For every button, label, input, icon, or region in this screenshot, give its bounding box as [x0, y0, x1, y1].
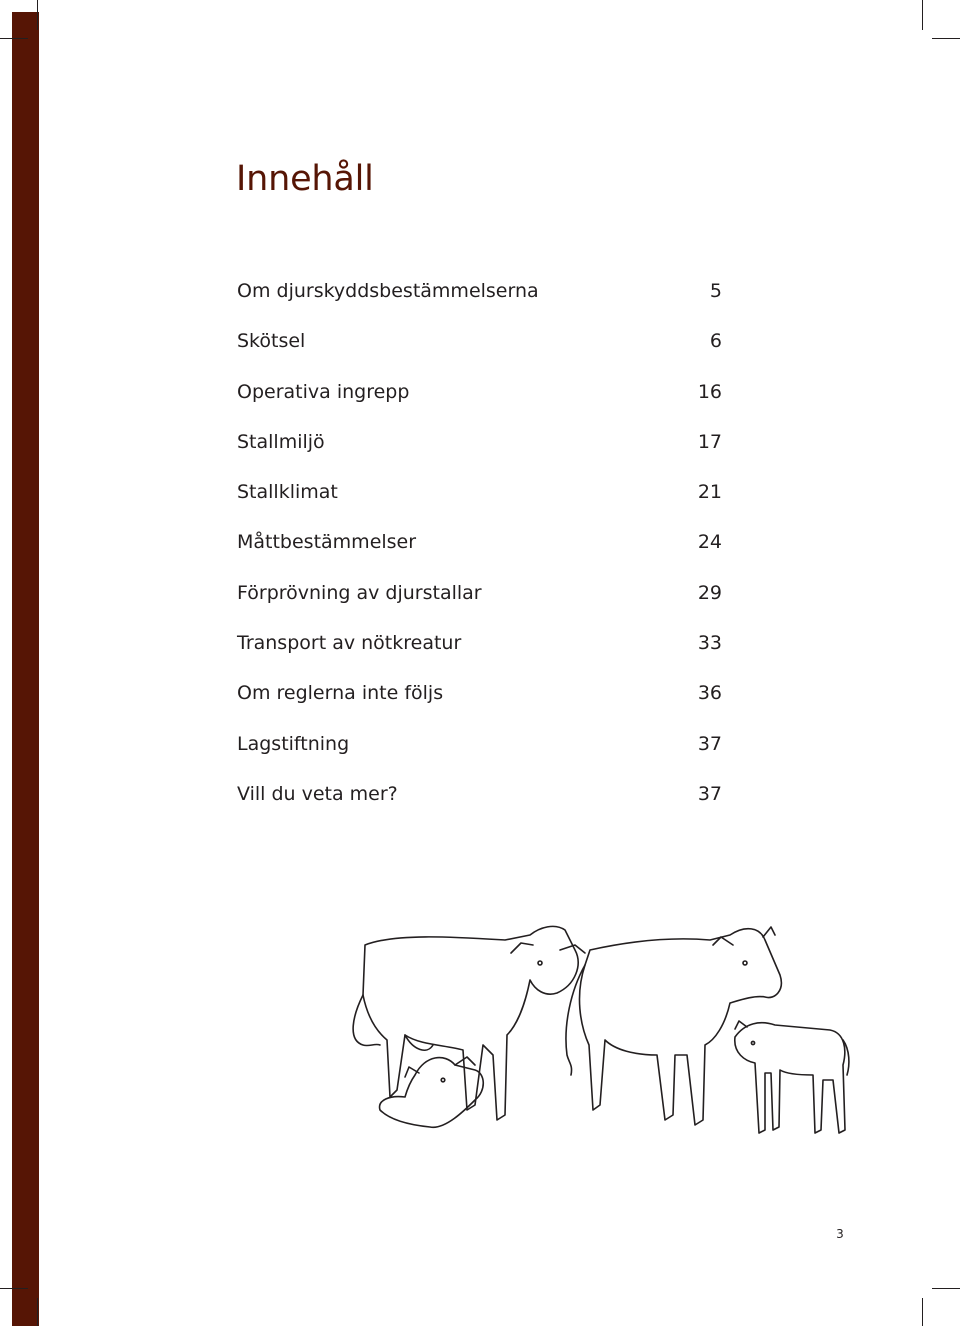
toc-entry-page: 24: [697, 531, 722, 554]
toc-entry[interactable]: [237, 729, 722, 779]
toc-entry-page: 37: [697, 782, 722, 805]
toc-entry[interactable]: [237, 427, 722, 477]
toc-entry-page: 37: [697, 732, 722, 755]
cows-illustration: [335, 905, 860, 1150]
toc-entry-label: Stallmiljö: [237, 430, 325, 453]
toc-entry[interactable]: [237, 326, 722, 376]
toc-entry-page: 29: [697, 581, 722, 604]
toc-entry[interactable]: [237, 477, 722, 527]
toc-entry-label: Lagstiftning: [237, 732, 350, 755]
toc-entry-page: 5: [709, 280, 722, 302]
toc-entry-label: Om reglerna inte följs: [237, 682, 444, 705]
toc-entry-label: Om djurskyddsbestämmelserna: [237, 280, 539, 302]
toc-entry-page: 17: [697, 430, 722, 453]
toc-entry-page: 33: [697, 632, 722, 655]
toc-entry[interactable]: [237, 779, 722, 829]
toc-entry[interactable]: [237, 678, 722, 728]
toc-entry-label: Måttbestämmelser: [237, 531, 417, 554]
toc-entry-label: Förprövning av djurstallar: [237, 581, 482, 604]
crop-mark-bottom-left-v: [37, 1298, 38, 1326]
crop-mark-bottom-right-h: [932, 1288, 960, 1289]
page-title: Innehåll: [236, 159, 374, 199]
table-of-contents: [237, 276, 722, 829]
toc-entry-page: 16: [697, 380, 722, 403]
toc-entry[interactable]: [237, 628, 722, 678]
toc-entry-label: Transport av nötkreatur: [237, 632, 462, 655]
toc-entry[interactable]: [237, 527, 722, 577]
toc-entry[interactable]: [237, 377, 722, 427]
crop-mark-top-right-v: [922, 0, 923, 30]
crop-mark-bottom-left-h: [0, 1288, 28, 1289]
toc-entry[interactable]: [237, 276, 722, 326]
toc-entry-label: Operativa ingrepp: [237, 380, 410, 403]
margin-color-bar: [12, 12, 39, 1326]
toc-entry-label: Skötsel: [237, 330, 306, 353]
toc-entry-page: 21: [697, 481, 722, 504]
toc-entry-page: 36: [697, 682, 722, 705]
page-number: 3: [836, 1227, 844, 1241]
cow-left-drawing: [353, 926, 585, 1120]
toc-entry[interactable]: [237, 578, 722, 628]
toc-entry-label: Vill du veta mer?: [237, 782, 398, 805]
crop-mark-bottom-right-v: [922, 1298, 923, 1326]
crop-mark-top-left-v: [37, 0, 38, 30]
crop-mark-top-right-h: [932, 38, 960, 39]
toc-entry-page: 6: [709, 330, 722, 353]
standing-calf-drawing: [735, 1021, 849, 1133]
crop-mark-top-left-h: [0, 38, 28, 39]
toc-entry-label: Stallklimat: [237, 481, 338, 504]
